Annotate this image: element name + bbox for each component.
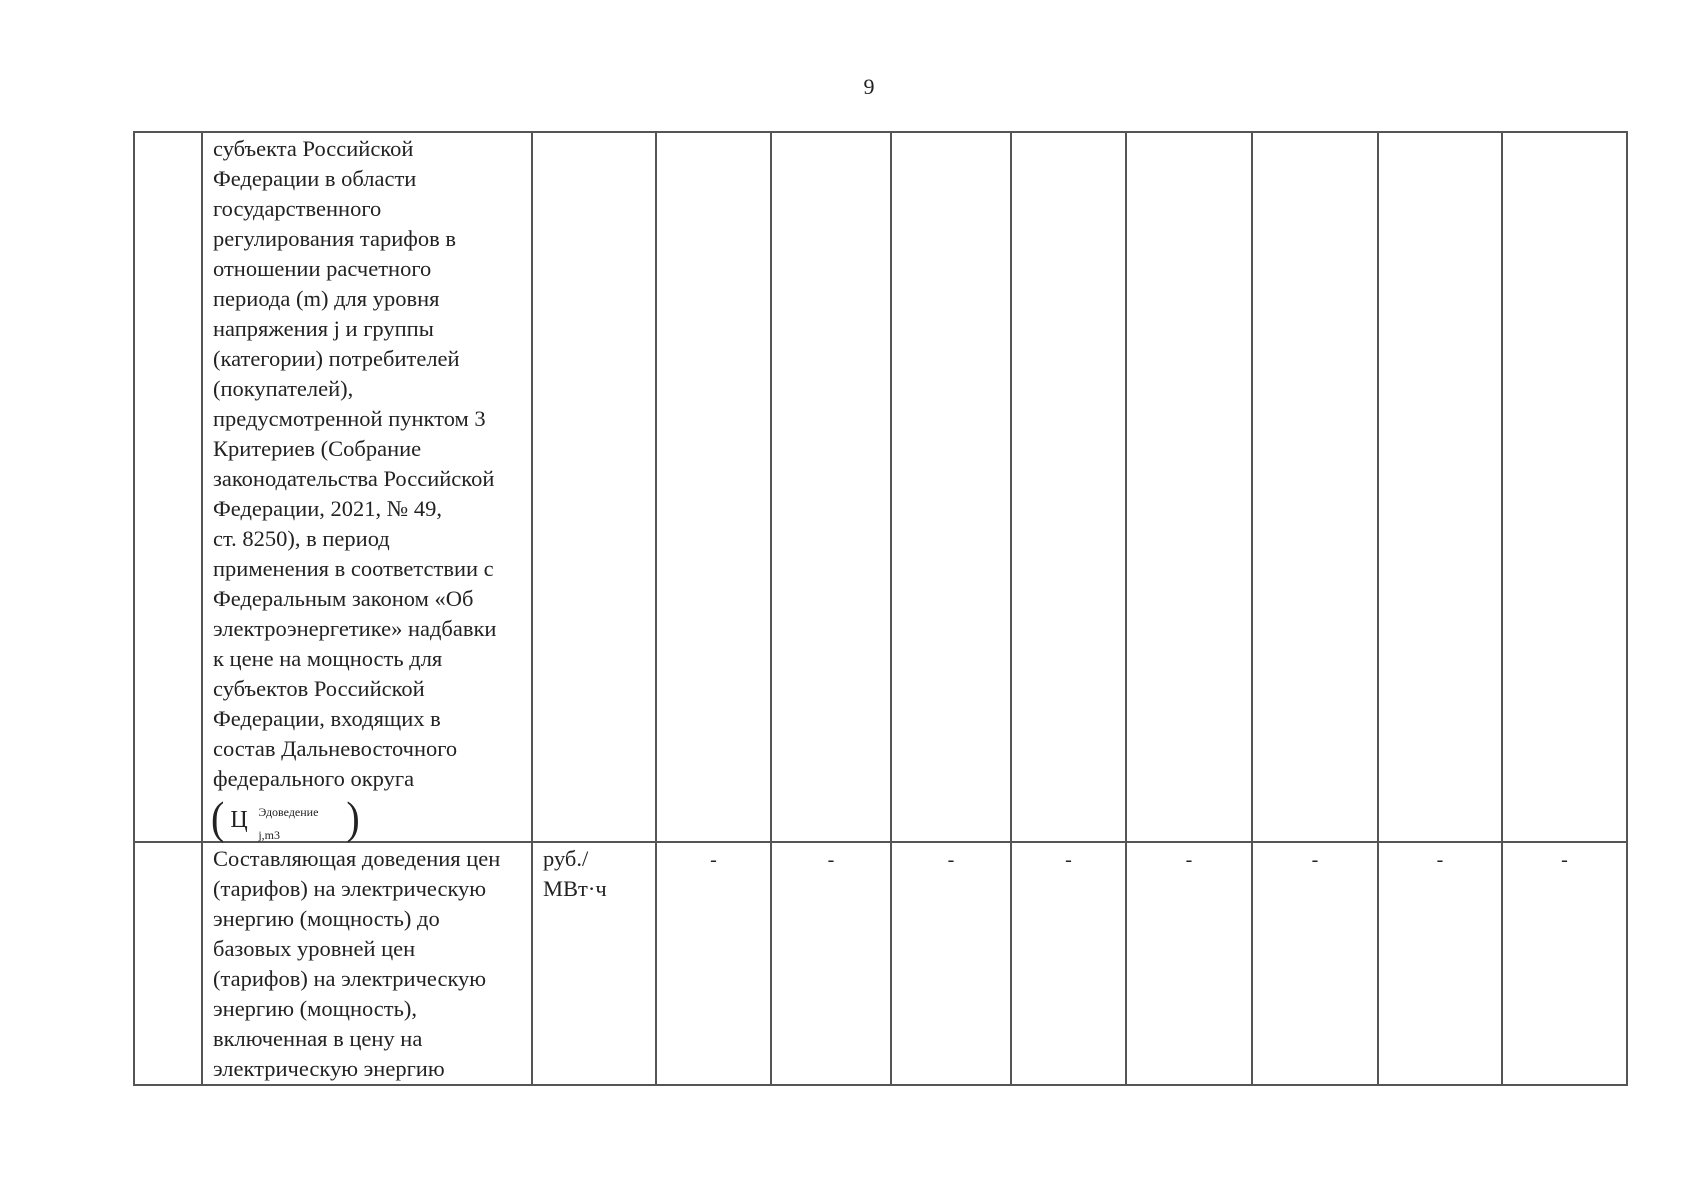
value-cell bbox=[771, 132, 891, 842]
value-cell bbox=[656, 132, 771, 842]
tariff-table bbox=[133, 131, 1628, 1086]
description-cell bbox=[202, 842, 532, 1085]
value-cell bbox=[1378, 132, 1502, 842]
description-line: субъектов Российской bbox=[213, 676, 425, 701]
description-line: энергию (мощность) до bbox=[213, 906, 440, 931]
value-cell bbox=[1011, 132, 1126, 842]
value-cell: - bbox=[656, 842, 771, 1085]
table-row bbox=[134, 132, 1627, 842]
description-line: Федерации, 2021, № 49, bbox=[213, 496, 442, 521]
description-line: применения в соответствии с bbox=[213, 556, 494, 581]
unit-cell bbox=[532, 842, 656, 1085]
value-cell: - bbox=[891, 842, 1011, 1085]
value-cell: - bbox=[1011, 842, 1126, 1085]
description-line: к цене на мощность для bbox=[213, 646, 443, 671]
description-cell bbox=[202, 132, 532, 842]
formula-close-paren: ) bbox=[346, 791, 360, 844]
value-cell bbox=[1252, 132, 1378, 842]
description-line: ст. 8250), в период bbox=[213, 526, 390, 551]
description-line: электроэнергетике» надбавки bbox=[213, 616, 497, 641]
formula-open-paren: ( bbox=[211, 791, 225, 844]
description-line: Критериев (Собрание bbox=[213, 436, 422, 461]
description-line: (покупателей), bbox=[213, 376, 354, 401]
table-row bbox=[134, 842, 1627, 1085]
value-cell: - bbox=[1252, 842, 1378, 1085]
description-line: электрическую энергию bbox=[213, 1056, 445, 1081]
formula-superscript: Эдоведение bbox=[258, 805, 319, 819]
description-line: федерального округа bbox=[213, 766, 415, 791]
description-line: (категории) потребителей bbox=[213, 346, 460, 371]
formula-subscript: j,m3 bbox=[258, 828, 280, 842]
description-line: Федеральным законом «Об bbox=[213, 586, 474, 611]
description-line: (тарифов) на электрическую bbox=[213, 876, 487, 901]
value-cell: - bbox=[1126, 842, 1252, 1085]
value-cell bbox=[1126, 132, 1252, 842]
unit-cell bbox=[532, 132, 656, 842]
value-cell bbox=[1502, 132, 1627, 842]
description-line: Федерации в области bbox=[213, 166, 417, 191]
description-line: регулирования тарифов в bbox=[213, 226, 456, 251]
description-line: напряжения j и группы bbox=[213, 316, 434, 341]
description-line: предусмотренной пунктом 3 bbox=[213, 406, 486, 431]
description-line: Составляющая доведения цен bbox=[213, 846, 501, 871]
value-cell bbox=[891, 132, 1011, 842]
row-number-cell bbox=[134, 132, 202, 842]
description-line: Федерации, входящих в bbox=[213, 706, 441, 731]
description-line: состав Дальневосточного bbox=[213, 736, 458, 761]
unit-line: руб./ bbox=[543, 846, 589, 871]
row-number-cell bbox=[134, 842, 202, 1085]
formula bbox=[211, 791, 360, 844]
description-line: субъекта Российской bbox=[213, 136, 414, 161]
description-line: (тарифов) на электрическую bbox=[213, 966, 487, 991]
formula-symbol: Ц bbox=[230, 807, 248, 833]
value-cell: - bbox=[1502, 842, 1627, 1085]
description-line: периода (m) для уровня bbox=[213, 286, 440, 311]
value-cell: - bbox=[771, 842, 891, 1085]
description-line: включенная в цену на bbox=[213, 1026, 423, 1051]
description-line: отношении расчетного bbox=[213, 256, 432, 281]
value-cell: - bbox=[1378, 842, 1502, 1085]
formula-body bbox=[226, 796, 344, 840]
description-line: законодательства Российской bbox=[213, 466, 495, 491]
unit-line: МВт·ч bbox=[543, 876, 607, 901]
description-line: государственного bbox=[213, 196, 382, 221]
page-number: 9 bbox=[863, 74, 875, 99]
description-line: энергию (мощность), bbox=[213, 996, 417, 1021]
description-line: базовых уровней цен bbox=[213, 936, 416, 961]
